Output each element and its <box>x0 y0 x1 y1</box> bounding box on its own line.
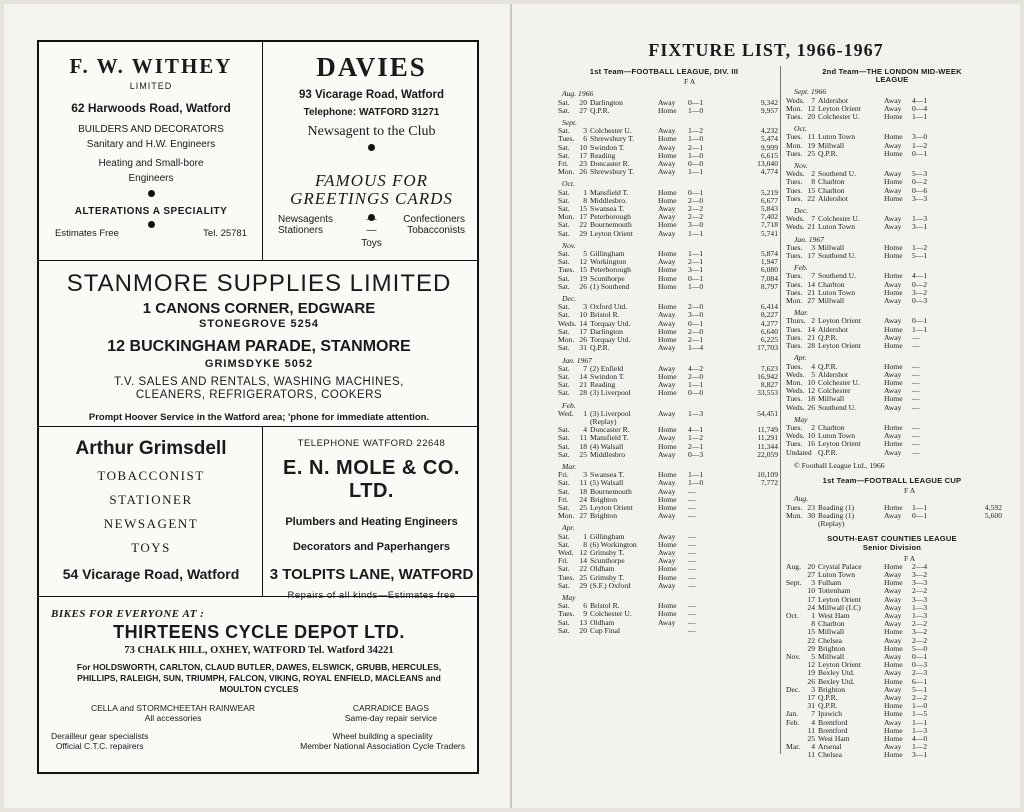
mole-tel: TELEPHONE WATFORD 22648 <box>297 438 446 449</box>
reserve-fixture-row: Tues. 3 Millwall Home 1—2 <box>786 243 928 252</box>
fixture-row: Sat. 7 (2) Enfield Away 4—2 7,623 <box>558 364 778 373</box>
south-east-row: Sept. 3 Fulham Home 3—3 <box>786 579 928 588</box>
fixture-row: Fri. 3 Swansea T. Home 1—1 10,109 <box>558 471 778 480</box>
south-east-sub: Senior Division <box>862 543 922 553</box>
stanmore-services: T.V. SALES AND RENTALS, WASHING MACHINES, CLEANERS, REFRIGERATORS, COOKERS <box>114 376 404 401</box>
reserve-fixture-row: Weds. 7 Colchester U. Away 1—3 <box>786 215 928 224</box>
fixture-row: Sat. 25 Leyton Orient Home — <box>558 503 696 512</box>
reserve-fixture-row: Weds. 21 Luton Town Away 3—1 <box>786 223 928 232</box>
reserve-fixture-row: Tues. 2 Charlton Home — <box>786 423 920 432</box>
south-east-row: Oct. 1 West Ham Away 1—3 <box>786 611 928 620</box>
stanmore-phone-2: GRIMSDYKE 5052 <box>204 358 314 370</box>
reserve-fixture-row: Tues. 11 Luton Town Home 3—0 <box>786 133 928 142</box>
fixture-row: Sat. 18 (4) Walsall Home 2—1 11,344 <box>558 442 778 451</box>
davies-goods: Newsagents — Confectioners Stationers — Tobacconists <box>278 214 465 236</box>
cycles-brands: For HOLDSWORTH, CARLTON, CLAUD BUTLER, DAWES, ELSWICK, GRUBB, HERCULES, PHILLIPS, RALEIGH, SUN, TRIUMPH, FALCON, VIKING, ROYAL ENFIELD, MACLEANS and MOULTON CYCLES <box>76 662 442 694</box>
south-east-row: 24 Millwall (LC) Away 1—3 <box>807 603 928 612</box>
month-label: Dec. <box>794 206 809 216</box>
fixture-row: Sat. 8 (6) Workington Home — <box>558 540 696 549</box>
month-label: Oct. <box>562 179 575 189</box>
reserve-fixture-row: Tues. 16 Leyton Orient Home — <box>786 440 920 449</box>
reserve-fixture-row: Tues. 28 Leyton Orient Home — <box>786 342 920 351</box>
fixture-row: Fri. 23 Doncaster R. Away 0—0 13,040 <box>558 160 778 169</box>
right-page <box>512 4 1020 808</box>
league-cup-replay: (Replay) <box>818 519 845 528</box>
fixture-row: Fri. 14 Scunthorpe Away — <box>558 557 696 566</box>
reserve-fixture-row: Tues. 21 Luton Town Home 3—2 <box>786 288 928 297</box>
south-east-row: 8 Charlton Away 2—2 <box>811 620 928 629</box>
second-column <box>780 68 1004 760</box>
stanmore-address-2: 12 BUCKINGHAM PARADE, STANMORE <box>107 338 411 355</box>
reserve-fixture-row: Weds. 12 Colchester Away — <box>786 387 920 396</box>
fixture-row: Sat. 8 Middlesbro. Home 2—0 6,677 <box>558 196 778 205</box>
fixture-row: Sat. 3 Oxford Utd. Home 2—0 6,414 <box>558 303 778 312</box>
fixture-title: FIXTURE LIST, 1966-1967 <box>648 40 884 60</box>
month-label: Oct. <box>794 124 807 134</box>
fixture-row: Sat. 31 Q.P.R. Away 1—4 17,703 <box>558 344 778 353</box>
left-page <box>4 4 512 808</box>
fixture-row: Sat. 27 Q.P.R. Home 1—0 9,957 <box>558 106 778 115</box>
south-east-row: 26 Bexley Utd. Home 6—1 <box>807 677 928 686</box>
reserve-fixture-row: Mon. 27 Millwall Away 0—3 <box>786 297 928 306</box>
fixture-row: Sat. 1 Mansfield T. Home 0—1 5,219 <box>558 188 778 197</box>
grimsdell-ad <box>39 428 263 596</box>
reserve-fixture-row: Tues. 25 Q.P.R. Home 0—1 <box>786 149 928 158</box>
league-cup-heading: 1st Team—FOOTBALL LEAGUE CUP <box>822 475 962 485</box>
month-label: Jan. 1967 <box>794 234 824 244</box>
fixture-row: Sat. 20 Darlington Away 0—1 9,342 <box>558 98 778 107</box>
reserve-fixture-row: Thurs. 2 Leyton Orient Away 0—1 <box>786 317 928 326</box>
south-east-row: 15 Millwall Home 3—2 <box>807 628 928 637</box>
month-label: Apr. <box>794 353 807 363</box>
withey-name: F. W. WITHEY <box>69 54 233 78</box>
fixture-row: Sat. 1 Gillingham Away — <box>558 532 696 541</box>
south-east-heading: SOUTH-EAST COUNTIES LEAGUE <box>827 534 957 544</box>
south-east-row: Jan. 7 Ipswich Home 1—5 <box>786 710 928 719</box>
south-east-row: Feb. 4 Brentford Away 1—1 <box>786 718 928 727</box>
grimsdell-line: NEWSAGENT <box>103 516 199 531</box>
reserve-fixture-row: Tues. 17 Southend U. Home 5—1 <box>786 252 928 261</box>
fixture-row: Tues. 15 Peterborough Home 3—1 6,080 <box>558 266 778 275</box>
month-label: Aug. 1966 <box>562 89 594 99</box>
month-label: Nov. <box>562 240 576 250</box>
south-east-row: 29 Brighton Home 5—0 <box>807 644 928 653</box>
fixture-row: Mon. 26 Shrewsbury T. Away 1—1 4,774 <box>558 168 778 177</box>
south-east-row: Nov. 5 Millwall Away 0—1 <box>786 653 928 661</box>
month-label: Dec. <box>562 294 577 304</box>
davies-name: DAVIES <box>316 52 427 82</box>
south-east-row: Mar. 4 Arsenal Away 1—2 <box>786 743 928 752</box>
reserve-fixture-row: Mon. 12 Leyton Orient Away 0—4 <box>786 104 928 113</box>
advertisements-frame <box>37 40 479 774</box>
fixture-row: Sat. 10 Swindon T. Away 2—1 9,999 <box>558 143 778 152</box>
reserve-fixture-row: Tues. 8 Charlton Home 0—2 <box>786 178 928 187</box>
reserve-fixture-row: Weds. 7 Aldershot Away 4—1 <box>786 96 928 105</box>
withey-services: BUILDERS AND DECORATORS Sanitary and H.W. Engineers Heating and Small-bore Engineers <box>78 124 224 184</box>
fixture-row: Sat. 11 Mansfield T. Away 1—2 11,291 <box>558 434 778 443</box>
mole-name: E. N. MOLE & CO. LTD. <box>283 457 460 502</box>
mole-address: 3 TOLPITS LANE, WATFORD <box>269 566 474 583</box>
fixture-row: Fri. 24 Brighton Home — <box>558 495 696 504</box>
bullet-icon <box>148 221 155 228</box>
month-label: Mar. <box>562 461 577 471</box>
cycles-address: 73 CHALK HILL, OXHEY, WATFORD Tel. Watford 34221 <box>124 645 394 656</box>
second-team-heading: 2nd Team—THE LONDON MID-WEEK <box>822 67 962 76</box>
league-cup-fa: F A <box>904 486 916 496</box>
south-east-row: 12 Leyton Orient Home 0—3 <box>807 661 928 670</box>
reserve-fixture-row: Tues. 22 Aldershot Home 3—3 <box>786 194 928 203</box>
grimsdell-line: TOBACCONIST <box>97 468 205 483</box>
second-team-heading-2: LEAGUE <box>875 75 909 85</box>
first-team-heading: 1st Team—FOOTBALL LEAGUE, DIV. III <box>589 67 739 76</box>
reserve-fixture-row: Tues. 21 Q.P.R. Away — <box>786 333 920 342</box>
reserve-fixture-row: Tues. 20 Colchester U. Home 1—1 <box>786 113 928 122</box>
fixture-row: Sat. 5 Gillingham Home 1—1 5,874 <box>558 250 778 259</box>
fixture-row: Mon. 26 Torquay Utd. Home 2—1 6,225 <box>558 336 778 345</box>
davies-ad <box>264 42 479 260</box>
fixture-row: Sat. 20 Cup Final — <box>558 626 696 635</box>
fixture-row: Sat. 13 Oldham Away — <box>558 618 696 627</box>
south-east-row: 11 Chelsea Home 3—1 <box>807 751 928 760</box>
cycles-specialists: Derailleur gear specialists Official C.T.C. repairers Wheel building a speciality Member National Association Cycle Traders <box>51 731 465 751</box>
withey-limited: LIMITED <box>129 81 173 91</box>
fixture-row: Sat. 4 Doncaster R. Home 4—1 11,749 <box>558 426 778 435</box>
fixture-row: Weds. 14 Torquay Utd. Away 0—1 4,277 <box>558 319 778 328</box>
fixture-row: Sat. 17 Darlington Home 2—0 6,640 <box>558 327 778 336</box>
fixture-row: Sat. 21 Reading Away 1—1 8,827 <box>558 381 778 390</box>
fixture-row: Tues. 9 Colchester U. Home — <box>558 610 696 619</box>
fixture-row: Sat. 29 (S.F.) Oxford Away — <box>558 581 696 590</box>
stanmore-phone-1: STONEGROVE 5254 <box>199 318 319 330</box>
stanmore-address-1: 1 CANONS CORNER, EDGWARE <box>142 300 376 317</box>
south-east-row: Aug. 20 Crystal Palace Home 2—4 <box>786 562 928 571</box>
fixture-row: Wed. 1 (3) Liverpool Away 1—3 54,451 <box>558 409 778 418</box>
month-label: Mar. <box>794 308 809 318</box>
league-cup-month: Aug. <box>794 494 809 504</box>
withey-estimates: Estimates Free <box>55 228 119 239</box>
month-label: Feb. <box>562 400 576 410</box>
fixture-row: Sat. 14 Swindon T. Home 2—0 16,942 <box>558 372 778 381</box>
fixture-row: Tues. 6 Shrewsbury T. Home 1—0 5,474 <box>558 135 778 144</box>
reserve-fixture-row: Weds. 5 Aldershot Away — <box>786 370 920 379</box>
reserve-fixture-row: Mon. 19 Millwall Away 1—2 <box>786 141 928 150</box>
fixture-row: Sat. 19 Scunthorpe Home 0—1 7,084 <box>558 274 778 283</box>
thirteens-ad <box>39 598 479 774</box>
south-east-row: 27 Luton Town Away 3—2 <box>807 570 928 579</box>
fixture-row: Mon. 17 Peterborough Away 2—2 7,402 <box>558 213 778 222</box>
fixture-row: Mon. 27 Brighton Away — <box>558 512 696 521</box>
fixture-row: Sat. 10 Bristol R. Away 3—0 8,227 <box>558 311 778 320</box>
south-east-row: 25 West Ham Home 4—0 <box>807 735 928 744</box>
withey-tel: Tel. 25781 <box>203 228 247 239</box>
davies-newsagent: Newsagent to the Club <box>307 124 436 139</box>
fixture-row: Sat. 25 Middlesbro Away 0—3 22,059 <box>558 450 778 459</box>
month-label: May <box>794 414 808 424</box>
fixture-row: Sat. 15 Swansea T. Away 2—2 5,843 <box>558 205 778 214</box>
reserve-fixture-row: Undated Q.P.R. Away — <box>786 448 920 457</box>
month-label: Nov. <box>794 161 808 171</box>
reserve-fixture-row: Tues. 4 Q.P.R. Home — <box>786 362 920 371</box>
withey-address: 62 Harwoods Road, Watford <box>71 101 231 115</box>
davies-toys: Toys <box>361 238 382 249</box>
month-label: Jan. 1967 <box>562 355 592 365</box>
fixture-row: Sat. 3 Colchester U. Away 1—2 4,232 <box>558 127 778 136</box>
bullet-icon <box>148 190 155 197</box>
reserve-fixture-row: Tues. 15 Charlton Away 0—6 <box>786 186 928 195</box>
grimsdell-line: STATIONER <box>109 492 193 507</box>
fixture-row: (Replay) <box>590 417 617 426</box>
cycles-bikes: BIKES FOR EVERYONE AT : <box>51 608 205 620</box>
month-label: May <box>562 592 576 602</box>
month-label: Feb. <box>794 263 808 273</box>
reserve-fixture-row: Weds. 26 Southend U. Away — <box>786 403 920 412</box>
withey-speciality: ALTERATIONS A SPECIALITY <box>74 206 228 217</box>
mole-plumbers: Plumbers and Heating Engineers <box>285 516 458 528</box>
grimsdell-address: 54 Vicarage Road, Watford <box>62 566 240 582</box>
fixture-row: Sat. 17 Reading Home 1—0 6,615 <box>558 151 778 160</box>
fixture-row: Wed. 12 Grimsby T. Away — <box>558 548 696 557</box>
south-east-fa: F A <box>904 553 916 563</box>
south-east-row: 11 Brentford Home 1—3 <box>807 726 928 735</box>
south-east-row: 31 Q.P.R. Home 1—0 <box>807 702 928 711</box>
davies-tel: Telephone: WATFORD 31271 <box>303 107 440 118</box>
south-east-row: 17 Leyton Orient Away 3—3 <box>807 595 928 604</box>
withey-ad <box>39 42 263 260</box>
south-east-row: 22 Chelsea Away 2—2 <box>807 636 928 645</box>
south-east-row: 17 Q.P.R. Away 2—2 <box>807 694 928 703</box>
grimsdell-line: TOYS <box>131 540 171 555</box>
grimsdell-name: Arthur Grimsdell <box>75 438 227 459</box>
reserve-fixture-row: Weds. 2 Southend U. Away 5—3 <box>786 170 928 179</box>
mole-decorators: Decorators and Paperhangers <box>292 541 451 553</box>
fixture-row: Tues. 25 Grimsby T. Home — <box>558 573 696 582</box>
cycles-accessories: CELLA and STORMCHEETAH RAINWEAR All accessories CARRADICE BAGS Same-day repair service <box>91 703 437 723</box>
south-east-row: 19 Bexley Utd. Away 2—3 <box>807 669 928 678</box>
fixture-row: Sat. 29 Leyton Orient Away 1—1 5,741 <box>558 229 778 238</box>
fixture-row: Sat. 18 Bournemouth Away — <box>558 487 696 496</box>
reserve-fixture-row: Tues. 14 Charlton Away 0—2 <box>786 280 928 289</box>
reserve-fixture-row: Tues. 7 Southend U. Home 4—1 <box>786 272 928 281</box>
fixture-row: Sat. 26 (1) Southend Home 1—0 8,797 <box>558 282 778 291</box>
league-cup-row: Mon. 30 Reading (1) Away 0—1 5,600 <box>786 511 1002 520</box>
fixture-row: Sat. 28 (3) Liverpool Home 0—0 33,553 <box>558 389 778 398</box>
south-east-row: 10 Tottenham Away 2—2 <box>807 587 928 596</box>
month-label: Sept. <box>562 118 577 128</box>
stanmore-ad <box>39 262 479 426</box>
davies-address: 93 Vicarage Road, Watford <box>298 89 445 101</box>
copyright: © Football League Ltd., 1966 <box>794 460 885 470</box>
fixture-row: Sat. 22 Bournemouth Home 3—0 7,718 <box>558 221 778 230</box>
fixture-row: Sat. 12 Workington Away 2—1 1,947 <box>558 258 778 267</box>
stanmore-hoover: Prompt Hoover Service in the Watford area; 'phone for immediate attention. <box>88 412 430 423</box>
month-label: Apr. <box>562 523 575 533</box>
month-label: Sept. 1966 <box>794 87 827 97</box>
fixture-row: Sat. 6 Bristol R. Home — <box>558 602 696 611</box>
mole-ad <box>264 428 479 601</box>
reserve-fixture-row: Weds. 10 Luton Town Away — <box>786 432 920 441</box>
cycles-name: THIRTEENS CYCLE DEPOT LTD. <box>113 622 405 642</box>
reserve-fixture-row: Tues. 14 Aldershot Home 1—1 <box>786 325 928 334</box>
south-east-row: Dec. 3 Brighton Away 5—1 <box>786 685 928 694</box>
fa-header: F A <box>684 77 696 87</box>
mole-repairs: Repairs of all kinds—Estimates free <box>287 590 456 601</box>
stanmore-name: STANMORE SUPPLIES LIMITED <box>66 270 452 297</box>
reserve-fixture-row: Tues. 18 Millwall Home — <box>786 395 920 404</box>
fixture-row: Sat. 22 Oldham Home — <box>558 565 696 574</box>
first-team-column <box>548 68 780 635</box>
reserve-fixture-row: Mon. 10 Colchester U. Home — <box>786 378 920 387</box>
davies-greetings: FAMOUS FOR GREETINGS CARDS <box>290 171 453 208</box>
fixture-row: Sat. 11 (5) Walsall Away 1—0 7,772 <box>558 479 778 488</box>
bullet-icon <box>368 144 375 151</box>
league-cup-row: Tues. 23 Reading (1) Home 1—1 4,592 <box>786 503 1002 512</box>
